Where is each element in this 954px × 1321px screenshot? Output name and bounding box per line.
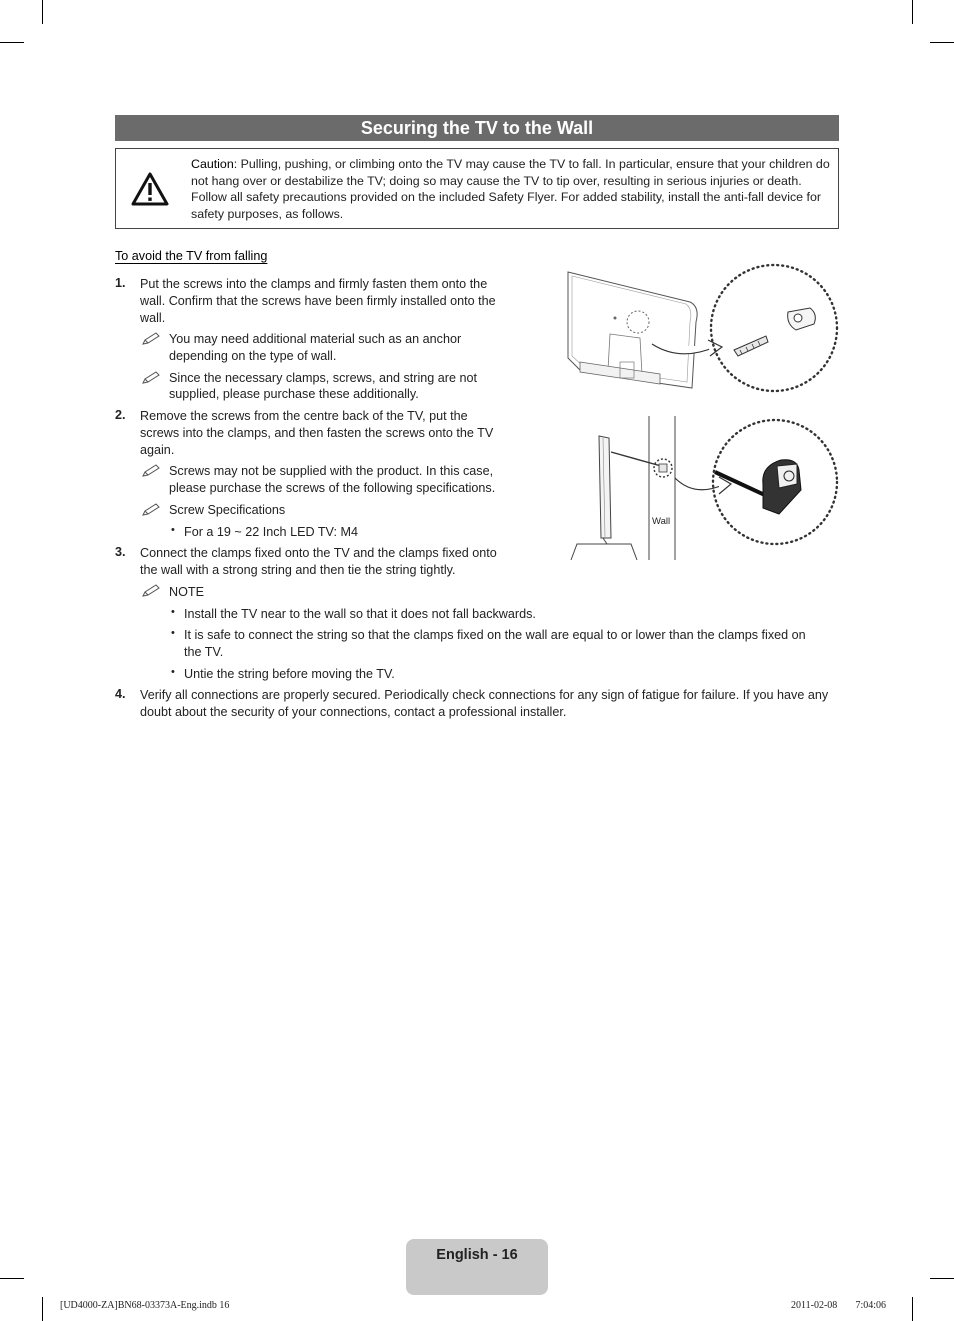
crop-mark (930, 1278, 954, 1279)
crop-mark (0, 1278, 24, 1279)
step-text: doubt about the security of your connections, contact a professional installer. (140, 705, 567, 719)
step-text: Put the screws into the clamps and firmly fasten them onto the (140, 277, 488, 291)
print-date: 2011-02-08 (791, 1300, 838, 1311)
file-info: [UD4000-ZA]BN68-03373A-Eng.indb 16 (60, 1300, 230, 1311)
caution-label: Caution (191, 157, 234, 171)
note-label: NOTE (169, 585, 204, 599)
bullet-dot: • (171, 606, 175, 618)
bullet-dot: • (171, 524, 175, 536)
note-text: Screw Specifications (169, 503, 286, 517)
step-text: again. (140, 443, 175, 457)
page-title: Securing the TV to the Wall (115, 115, 839, 141)
note-pencil-icon (142, 464, 160, 478)
crop-mark (912, 0, 913, 24)
note-text: You may need additional material such as an anchor (169, 332, 462, 346)
step-text: the wall with a strong string and then tie the string tightly. (140, 563, 456, 577)
page-number: English - 16 (436, 1247, 518, 1263)
note-text: depending on the type of wall. (169, 349, 337, 363)
bullet-dot: • (171, 666, 175, 678)
caution-box (115, 148, 839, 229)
print-time: 7:04:06 (848, 1300, 887, 1311)
step-number: 3. (115, 545, 126, 559)
note-pencil-icon (142, 371, 160, 385)
tv-back-clamp-illustration (560, 262, 842, 400)
crop-mark (0, 42, 24, 43)
note-text: Screws may not be supplied with the product. In this case, (169, 464, 494, 478)
tv-wall-string-illustration (565, 414, 845, 562)
note-pencil-icon (142, 332, 160, 346)
crop-mark (42, 0, 43, 24)
step-text: wall. Confirm that the screws have been firmly installed onto the (140, 294, 496, 308)
caution-body: : Pulling, pushing, or climbing onto the TV may cause the TV to fall. In particular, ensure that your children do not hang over or destabilize the TV; doing so may cause the TV to tip over, resulting in serious injuries or death. Follow all safety precautions provided on the included Safety Flyer. For added stability, install the anti-fall device for safety purposes, as follows. (191, 157, 830, 221)
step-text: screws into the clamps, and then fasten the screws onto the TV (140, 426, 494, 440)
bullet-text: Untie the string before moving the TV. (184, 667, 395, 681)
note-text: Since the necessary clamps, screws, and string are not (169, 371, 477, 385)
note-text: supplied, please purchase these additionally. (169, 387, 419, 401)
step-text: Verify all connections are properly secured. Periodically check connections for any sign of fatigue for failure. If you have any (140, 688, 829, 702)
crop-mark (930, 42, 954, 43)
step-text: wall. (140, 311, 166, 325)
bullet-text: For a 19 ~ 22 Inch LED TV: M4 (184, 525, 358, 539)
note-pencil-icon (142, 584, 160, 598)
step-number: 4. (115, 687, 126, 701)
caution-text (191, 156, 831, 222)
warning-icon (130, 171, 170, 207)
note-text: please purchase the screws of the following specifications. (169, 481, 496, 495)
wall-label: Wall (652, 516, 671, 527)
note-pencil-icon (142, 503, 160, 517)
step-number: 2. (115, 408, 126, 422)
crop-mark (42, 1297, 43, 1321)
step-number: 1. (115, 276, 126, 290)
bullet-text: the TV. (184, 645, 224, 659)
step-text: Connect the clamps fixed onto the TV and the clamps fixed onto (140, 546, 497, 560)
bullet-text: It is safe to connect the string so that the clamps fixed on the wall are equal to or lower than the clamps fixed on (184, 628, 806, 642)
step-text: Remove the screws from the centre back of the TV, put the (140, 409, 468, 423)
crop-mark (912, 1297, 913, 1321)
section-subheading: To avoid the TV from falling (115, 249, 268, 263)
bullet-dot: • (171, 627, 175, 639)
bullet-text: Install the TV near to the wall so that it does not fall backwards. (184, 607, 536, 621)
